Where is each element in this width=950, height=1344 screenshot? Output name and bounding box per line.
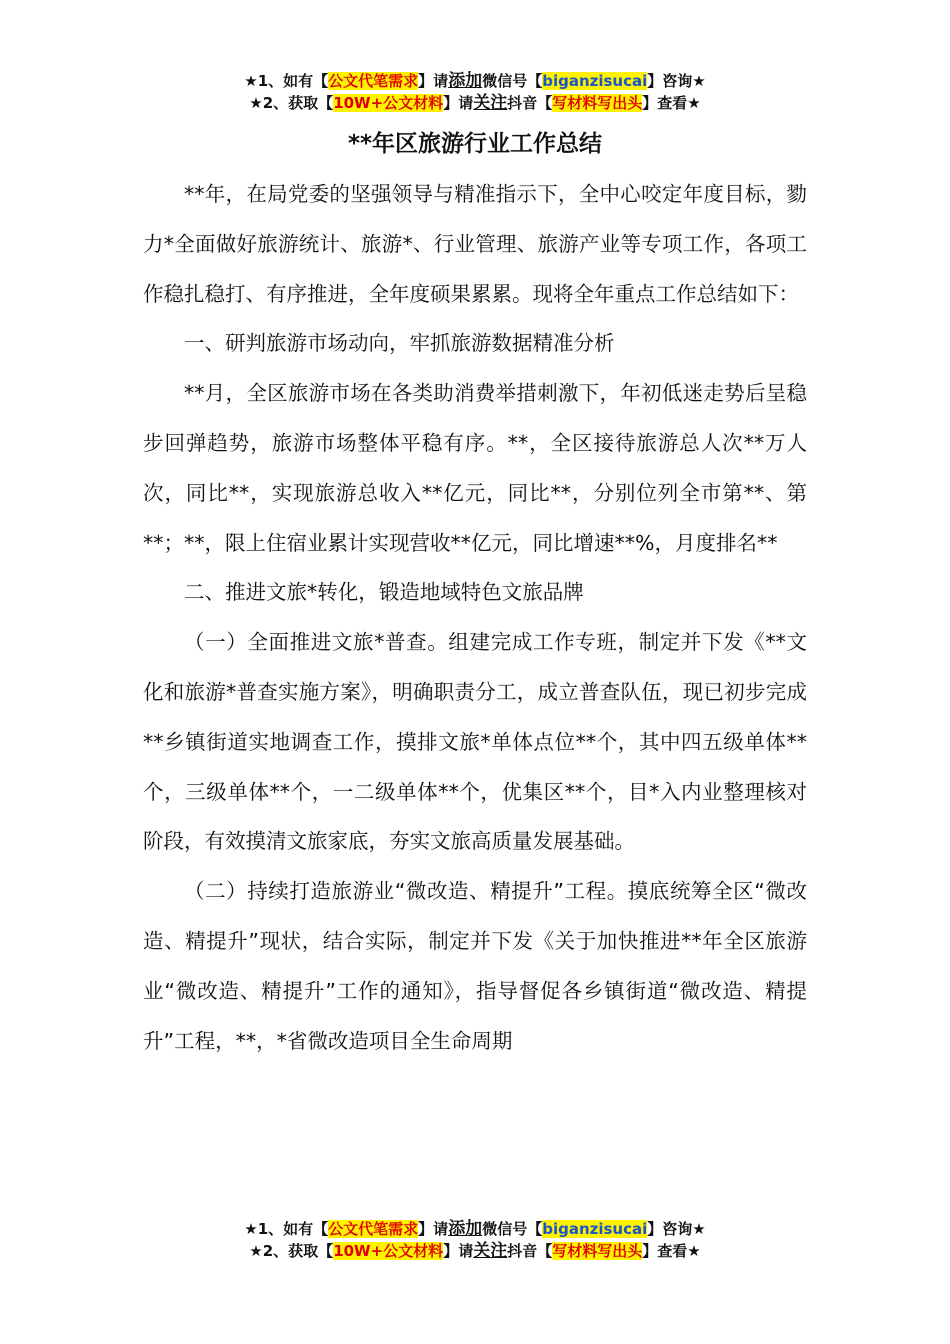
paragraph-intro: **年，在局党委的坚强领导与精准指示下，全中心咬定年度目标，勠力*全面做好旅游统计、旅游*、行业管理、旅游产业等专项工作，各项工作稳扎稳打、有序推进，全年度硕果累累。现将全年重点工作总结如下：: [143, 182, 807, 306]
promo-text: 】请: [418, 72, 449, 90]
promo-text: 】请: [418, 1220, 449, 1238]
promo-text: ★1、如有【: [244, 1220, 329, 1238]
document-body: [143, 170, 807, 1066]
promo-highlight: 公文代笔需求: [328, 72, 419, 90]
promo-text: 】查看★: [642, 94, 701, 112]
promo-banner-top: [0, 70, 950, 114]
promo-highlight: 10W+公文材料: [333, 1242, 444, 1260]
document-title: **年区旅游行业工作总结: [347, 131, 603, 157]
douyin-highlight: 写材料写出头: [552, 1242, 643, 1260]
promo-text: ★1、如有【: [244, 72, 329, 90]
promo-text: 】请: [443, 94, 474, 112]
promo-underlined-text: 关注: [473, 93, 508, 113]
wechat-id-highlight: biganzisucai: [542, 72, 648, 90]
promo-underlined-text: 添加: [448, 71, 483, 91]
wechat-id-highlight: biganzisucai: [542, 1220, 648, 1238]
promo-text: ★2、获取【: [249, 94, 334, 112]
promo-underlined-text: 关注: [473, 1241, 508, 1261]
paragraph-market-data: **月，全区旅游市场在各类助消费举措刺激下，年初低迷走势后呈稳步回弹趋势，旅游市场整体平稳有序。**，全区接待旅游总人次**万人次，同比**，实现旅游总收入**亿元，同比**，分别位列全市第**、第**；**，限上住宿业累计实现营收**亿元，同比增速**%，月度排名**: [143, 381, 807, 555]
douyin-highlight: 写材料写出头: [552, 94, 643, 112]
promo-line-2: [0, 92, 950, 114]
promo-text: 微信号【: [482, 72, 543, 90]
promo-line-2: [0, 1240, 950, 1262]
paragraph-census: （一）全面推进文旅*普查。组建完成工作专班，制定并下发《**文化和旅游*普查实施方案》，明确职责分工，成立普查队伍，现已初步完成**乡镇街道实地调查工作，摸排文旅*单体点位**个，其中四五级单体**个，三级单体**个，一二级单体**个，优集区**个，目*入内业整理核对阶段，有效摸清文旅家底，夯实文旅高质量发展基础。: [143, 630, 807, 854]
promo-highlight: 10W+公文材料: [333, 94, 444, 112]
paragraph-micro-renovation: （二）持续打造旅游业“微改造、精提升”工程。摸底统筹全区“微改造、精提升”现状，结合实际，制定并下发《关于加快推进**年全区旅游业“微改造、精提升”工作的通知》，指导督促各乡镇街道“微改造、精提升”工程，**，*省微改造项目全生命周期: [143, 879, 807, 1053]
section-heading-2: 二、推进文旅*转化，锻造地域特色文旅品牌: [184, 580, 584, 605]
promo-line-1: [0, 70, 950, 92]
section-heading-1: 一、研判旅游市场动向，牢抓旅游数据精准分析: [184, 331, 615, 356]
promo-text: ★2、获取【: [249, 1242, 334, 1260]
promo-banner-bottom: [0, 1218, 950, 1262]
promo-text: 抖音【: [507, 1242, 553, 1260]
promo-text: 】咨询★: [647, 72, 706, 90]
promo-text: 】查看★: [642, 1242, 701, 1260]
promo-line-1: [0, 1218, 950, 1240]
promo-text: 抖音【: [507, 94, 553, 112]
promo-highlight: 公文代笔需求: [328, 1220, 419, 1238]
promo-text: 微信号【: [482, 1220, 543, 1238]
promo-text: 】咨询★: [647, 1220, 706, 1238]
promo-text: 】请: [443, 1242, 474, 1260]
promo-underlined-text: 添加: [448, 1219, 483, 1239]
